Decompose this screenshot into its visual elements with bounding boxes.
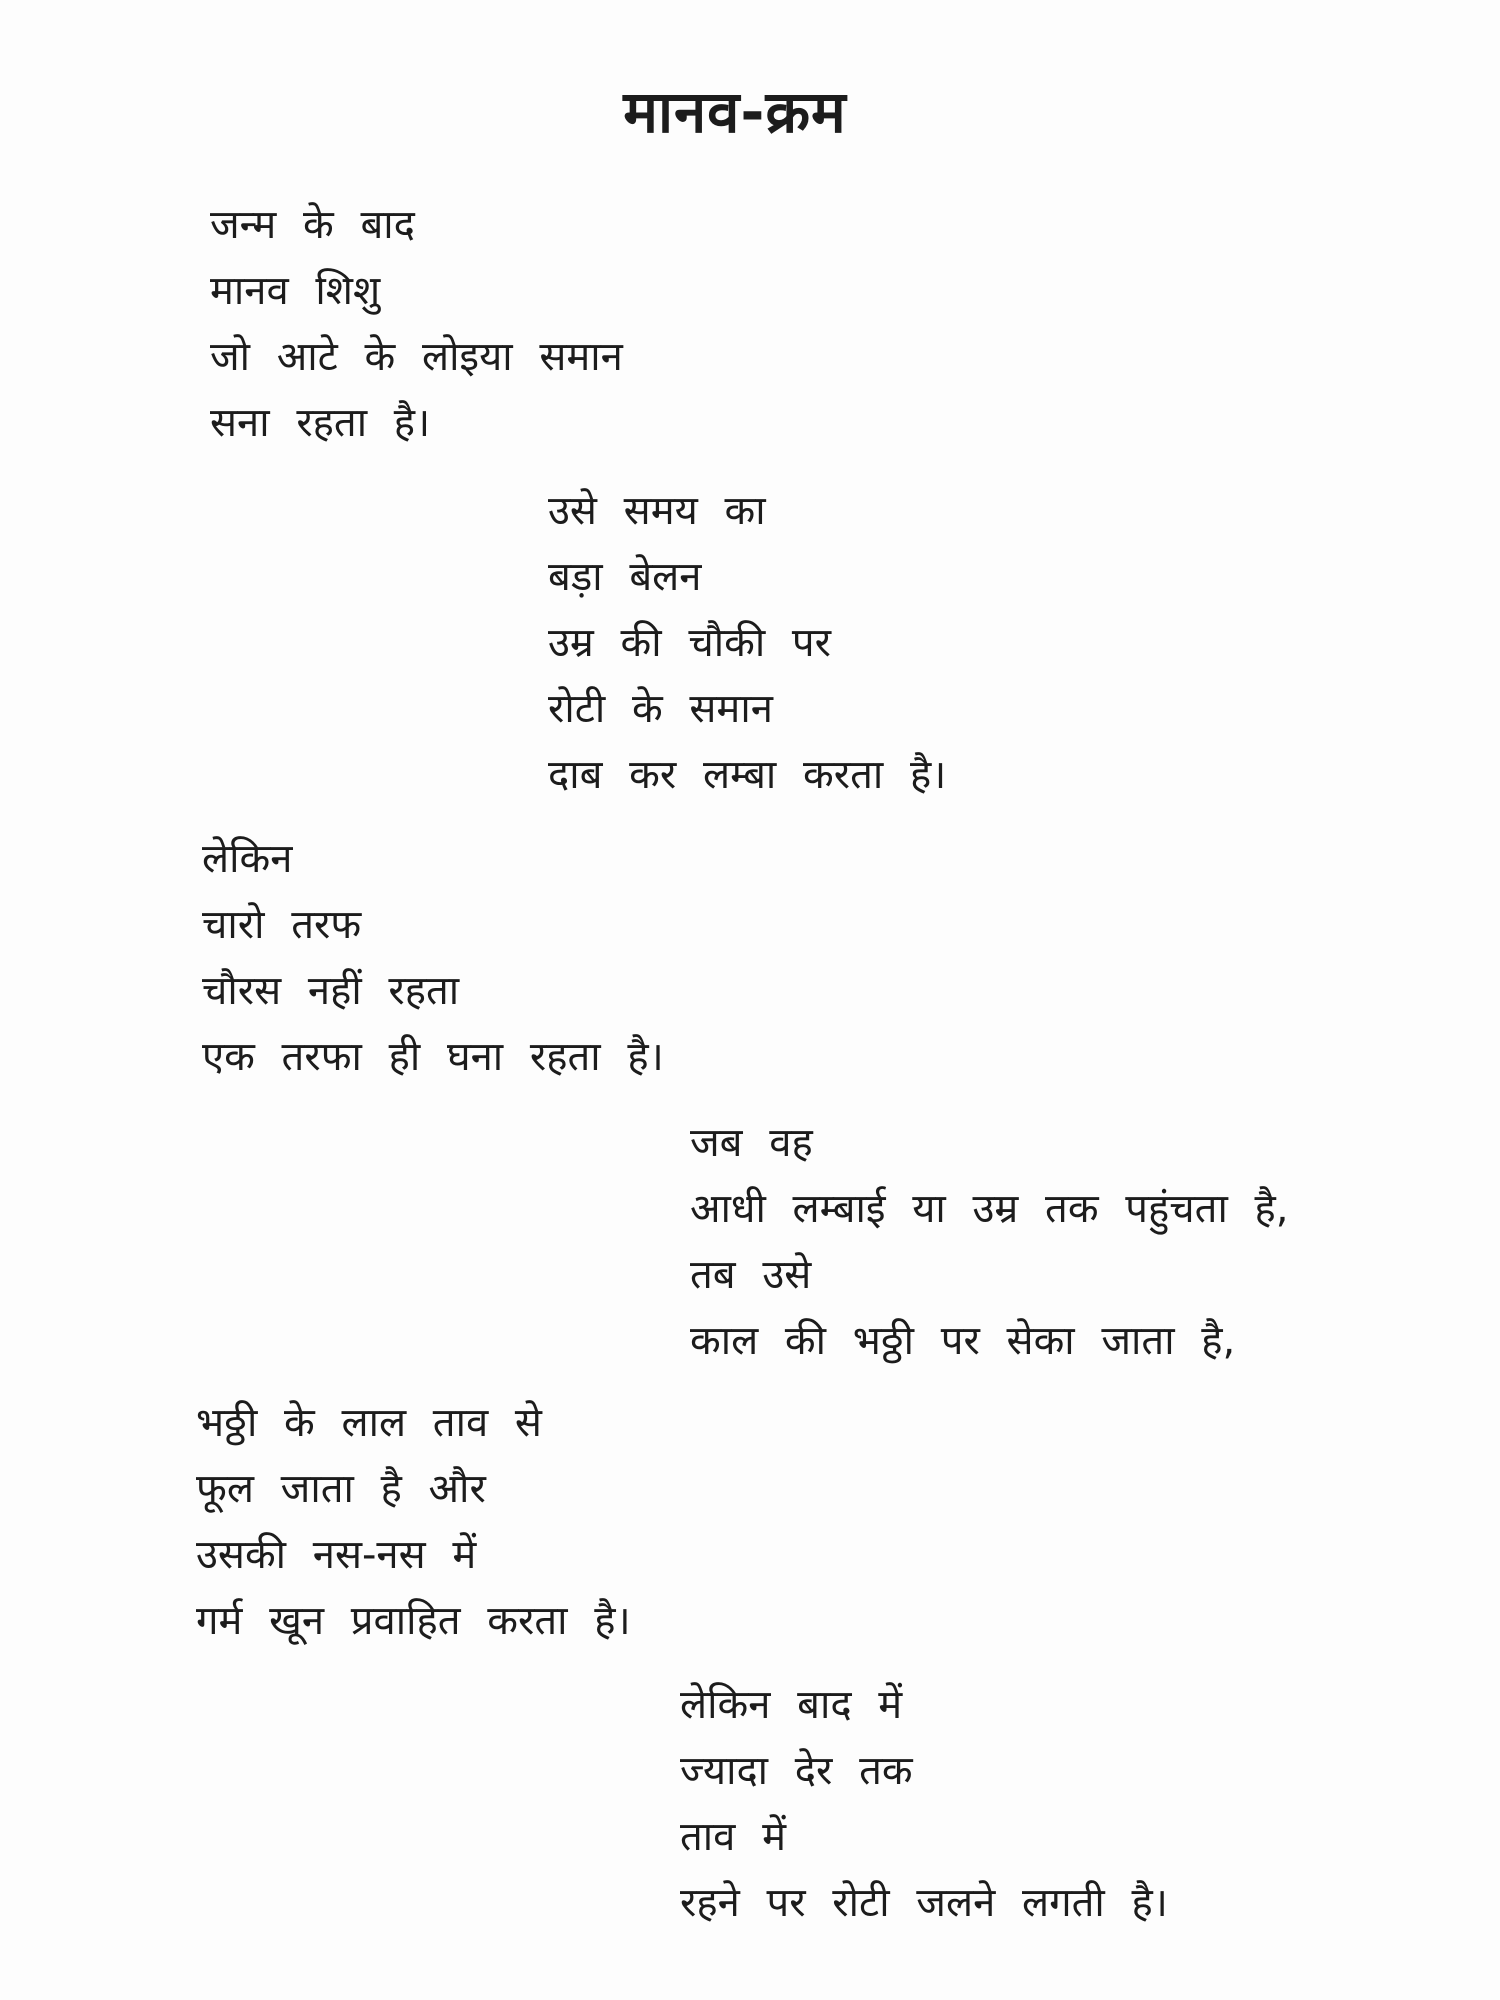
stanza-4 bbox=[690, 1110, 1288, 1374]
poem-title: मानव-क्रम bbox=[623, 78, 847, 146]
poem-line: ताव में bbox=[680, 1814, 787, 1860]
poem-line: सना रहता है। bbox=[210, 400, 431, 446]
stanza-3 bbox=[202, 826, 664, 1090]
poem-line: लेकिन बाद में bbox=[680, 1682, 903, 1728]
poem-line: उसे समय का bbox=[548, 488, 766, 534]
poem-line: दाब कर लम्बा करता है। bbox=[548, 752, 947, 798]
poem-line: आधी लम्बाई या उम्र तक पहुंचता है, bbox=[690, 1186, 1289, 1232]
poem-line: लेकिन bbox=[202, 836, 293, 882]
poem-line: जो आटे के लोइया समान bbox=[210, 334, 623, 380]
poem-line: रोटी के समान bbox=[548, 686, 773, 732]
poem-line: ज्यादा देर तक bbox=[680, 1748, 913, 1794]
poem-line: चौरस नहीं रहता bbox=[202, 968, 460, 1014]
poem-line: भठ्ठी के लाल ताव से bbox=[196, 1400, 542, 1446]
stanza-2 bbox=[548, 478, 946, 808]
poem-line: बड़ा बेलन bbox=[548, 554, 702, 600]
stanza-6 bbox=[680, 1672, 1168, 1936]
poem-line: जन्म के बाद bbox=[210, 202, 415, 248]
poem-line: एक तरफा ही घना रहता है। bbox=[202, 1034, 664, 1080]
poem-line: रहने पर रोटी जलने लगती है। bbox=[680, 1880, 1168, 1926]
poem-line: फूल जाता है और bbox=[196, 1466, 486, 1512]
stanza-1 bbox=[210, 192, 623, 456]
poem-line: उम्र की चौकी पर bbox=[548, 620, 831, 666]
poem-line: काल की भठ्ठी पर सेका जाता है, bbox=[690, 1318, 1236, 1364]
poem-line: गर्म खून प्रवाहित करता है। bbox=[196, 1598, 631, 1644]
stanza-5 bbox=[196, 1390, 631, 1654]
poem-line: तब उसे bbox=[690, 1252, 812, 1298]
poem-line: उसकी नस-नस में bbox=[196, 1532, 477, 1578]
poem-line: मानव शिशु bbox=[210, 268, 381, 314]
poem-line: जब वह bbox=[690, 1120, 813, 1166]
poem-line: चारो तरफ bbox=[202, 902, 362, 948]
